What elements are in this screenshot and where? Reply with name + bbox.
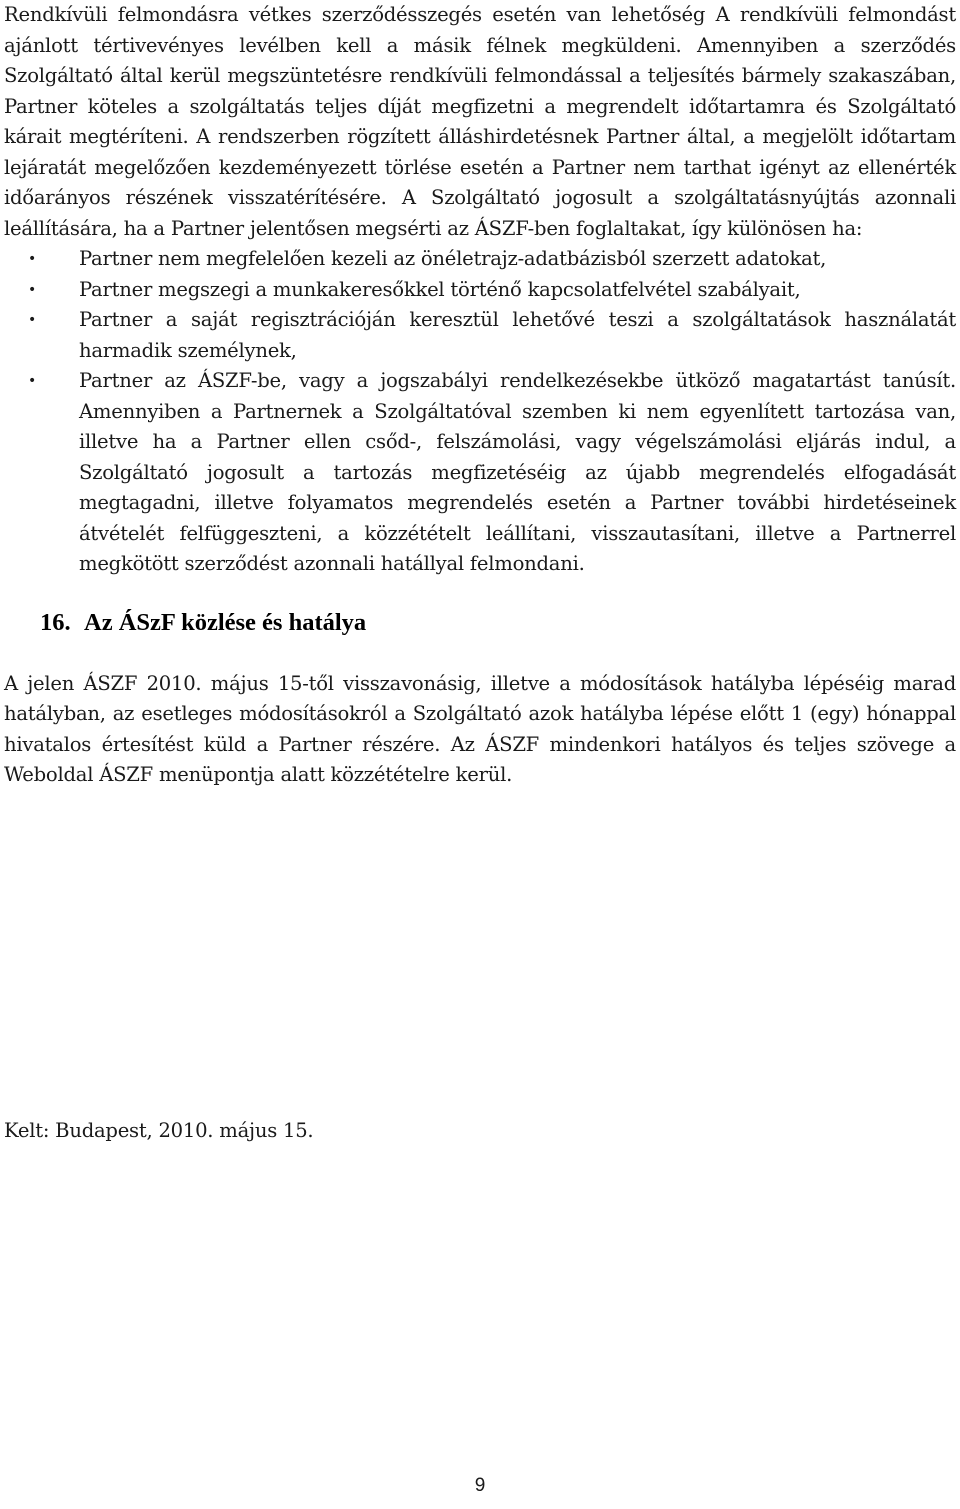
- bullet-icon: •: [28, 281, 37, 298]
- intro-paragraph: Rendkívüli felmondásra vétkes szerződésszegés esetén van lehetőség A rendkívüli felmondást ajánlott tértivevényes levélben kell a másik félnek megküldeni. Amennyiben a szerződés Szolgáltató által kerül megszüntetésre rendkívüli felmondással a teljesítés bármely szakaszában, Partner köteles a szolgáltatás teljes díját megfizetni a megrendelt időtartamra és Szolgáltató kárait megtéríteni. A rendszerben rögzített álláshirdetésnek Partner által, a megjelölt időtartam lejáratát megelőzően kezdeményezett törlése esetén a Partner nem tarthat igényt az ellenérték időarányos részének visszatérítésére. A Szolgáltató jogosult a szolgáltatásnyújtás azonnali leállítására, ha a Partner jelentősen megsérti az ÁSZF-ben foglaltakat, így különösen ha:: [4, 3, 956, 240]
- bullet-icon: •: [28, 251, 37, 267]
- bullet-icon: •: [28, 373, 37, 389]
- bullet-text-2: Partner megszegi a munkakeresőkkel történő kapcsolatfelvétel szabályait,: [79, 277, 801, 301]
- bullet-text-1: Partner nem megfelelően kezeli az önéletrajz-adatbázisból szerzett adatokat,: [79, 247, 827, 270]
- page-number: 9: [474, 1475, 486, 1496]
- bullet-text-4: Partner az ÁSZF-be, vagy a jogszabályi rendelkezésekbe ütköző magatartást tanúsít. Amennyiben a Partnernek a Szolgáltatóval szemben ki nem egyenlített tartozása van, illetve ha a Partner ellen csőd-, felszámolási, vagy végelszámolási eljárás indul, a Szolgáltató jogosult a tartozás megfizetéséig az újabb megrendelés elfogadását megtagadni, illetve folyamatos megrendelés esetén a Partner további hirdetéseinek átvételét felfüggeszteni, a közzétételt leállítani, visszautasítani, illetve a Partnerrel megkötött szerződést azonnali hatállyal felmondani.: [79, 369, 956, 575]
- date-line: Kelt: Budapest, 2010. május 15.: [4, 1119, 314, 1142]
- section-heading: [4, 608, 956, 638]
- document-page: [4, 0, 956, 791]
- bullet-list: [4, 244, 956, 580]
- bullet-item-4: [4, 366, 956, 580]
- section-title: Az ÁSzF közlése és hatálya: [84, 608, 367, 636]
- bullet-item-2: [4, 275, 956, 306]
- bullet-icon: •: [28, 312, 37, 328]
- bullet-text-3: Partner a saját regisztrációján keresztül lehetővé teszi a szolgáltatások használatát harmadik személynek,: [79, 308, 956, 362]
- section-body: A jelen ÁSZF 2010. május 15-től visszavonásig, illetve a módosítások hatályba lépéséig marad hatályban, az esetleges módosításokról a Szolgáltató azok hatályba lépése előtt 1 (egy) hónappal hivatalos értesítést küld a Partner részére. Az ÁSZF mindenkori hatályos és teljes szövege a Weboldal ÁSZF menüpontja alatt közzétételre kerül.: [4, 671, 956, 786]
- bullet-item-1: [4, 244, 956, 275]
- bullet-item-3: [4, 305, 956, 366]
- section-number: 16.: [40, 608, 71, 636]
